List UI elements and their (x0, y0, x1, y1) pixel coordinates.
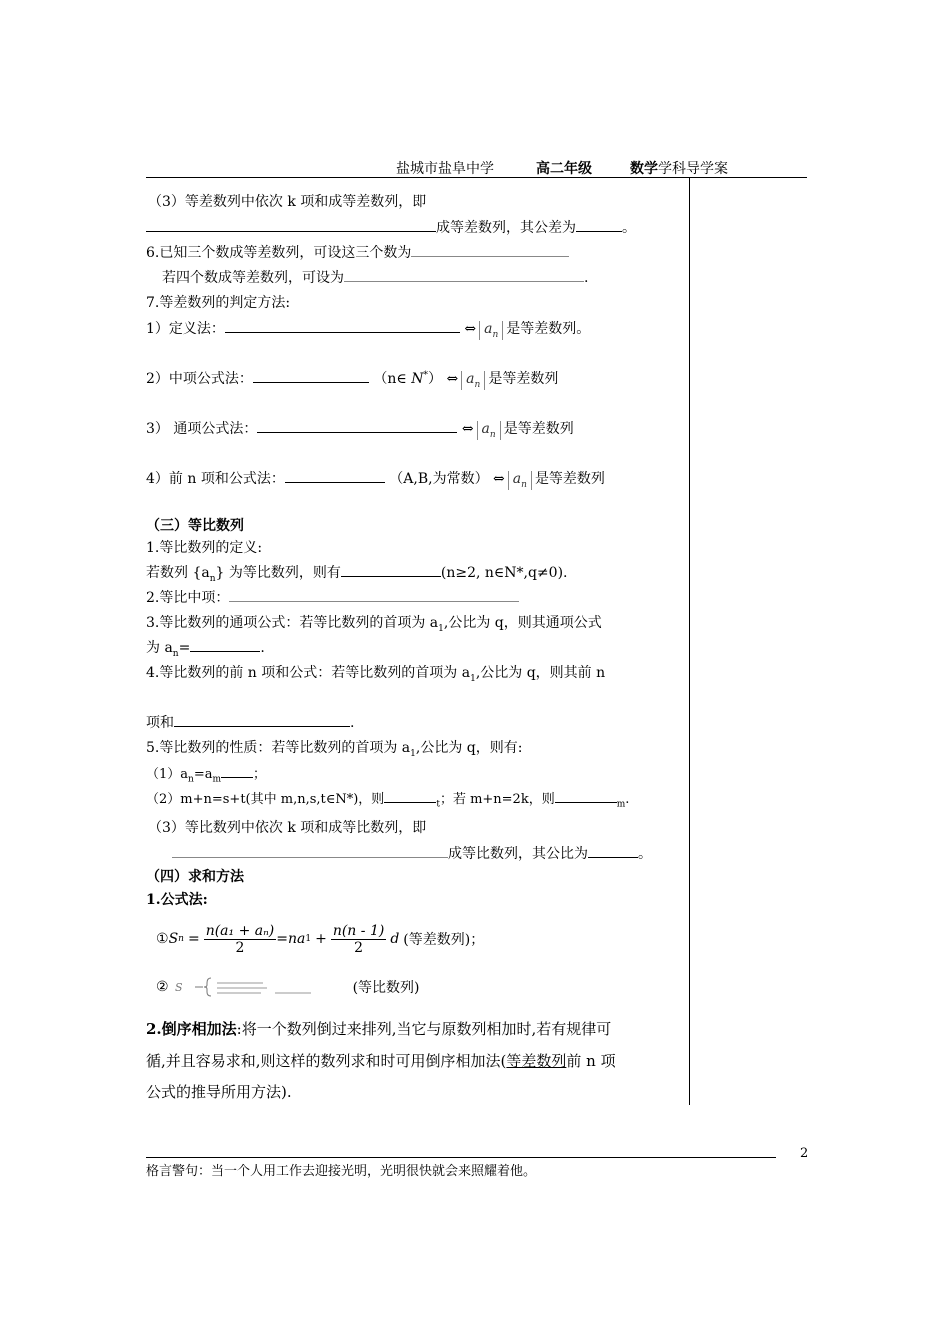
line-gp-mean: 2.等比中项： (146, 587, 519, 607)
header-rule (146, 177, 807, 178)
line-gp-general-term-blank: 为 $a_n=$ . (146, 637, 265, 659)
gp-sum-formula-image (171, 975, 351, 999)
line-gp-prop1: $(1)a_n=a_m$ ； (146, 763, 266, 785)
header-subject: 数学学科导学案 (630, 161, 728, 177)
line-gp-prop2: （2）m+n=s+t(其中 m,n,s,t∈N*)，则 $_t$；若 m+n=2k，则 $_m$. (146, 788, 629, 810)
line-reverse-add-method: 2.倒序相加法:将一个数列倒过来排列,当它与原数列相加时,若有规律可 (146, 1020, 612, 1038)
line-three-terms: 6.已知三个数成等差数列，可设这三个数为 (146, 242, 569, 262)
line-reverse-add-method-3: 公式的推导所用方法). (146, 1083, 292, 1101)
line-mid-method: 2）中项公式法： （n∈ N*） ⇔ $a_n$ 是等差数列 (146, 368, 558, 390)
column-rule (689, 178, 690, 1105)
line-gp-sum: 4.等比数列的前 n 项和公式：若等比数列的首项为 $a_1$,公比为 q，则其前 n (146, 665, 606, 684)
line-def-method: 1）定义法： ⇔ $a_n$ 是等差数列。 (146, 318, 590, 340)
line-ap-k-terms: （3）等差数列中依次 k 项和成等差数列，即 (148, 194, 427, 210)
section-geometric-title: （三）等比数列 (146, 518, 244, 534)
page-number: 2 (800, 1146, 809, 1161)
footer-rule (146, 1157, 776, 1158)
footer-motto: 格言警句：当一个人用工作去迎接光明，光明很快就会来照耀着他。 (146, 1164, 537, 1179)
section-sum-methods-title: （四）求和方法 (146, 869, 244, 885)
line-ap-k-terms-blank: 成等差数列，其公差为 。 (146, 217, 636, 237)
line-formula-method: 1.公式法: (146, 892, 208, 908)
line-sum-method: 4）前 n 项和公式法： （A,B,为常数） ⇔ $a_n$ 是等差数列 (146, 468, 605, 490)
line-gp-properties: 5.等比数列的性质：若等比数列的首项为 $a_1$,公比为 q，则有: (146, 740, 523, 759)
line-general-term-method: 3） 通项公式法： ⇔ $a_n$ 是等差数列 (146, 418, 574, 440)
line-gp-definition: 1.等比数列的定义: (146, 540, 263, 556)
header-grade: 高二年级 (536, 161, 592, 177)
line-gp-definition-formula: 若数列 $\{a_n\}$ 为等比数列，则有 (n≥2, n∈N*,q≠0). (146, 562, 567, 584)
line-gp-k-terms-blank: 成等比数列，其公比为 。 (172, 843, 652, 863)
page-header (146, 158, 806, 176)
formula-ap-sum: ① S n = $\frac{\text{n(a₁ + aₙ)}}{2}$ =na 1 + $\frac{n(n - 1)}{2}$ d (等差数列)； (156, 922, 485, 956)
line-four-terms: 若四个数成等差数列，可设为 . (162, 267, 588, 287)
formula-gp-sum: ② S (等比数列) (156, 975, 420, 999)
line-gp-general-term: 3.等比数列的通项公式：若等比数列的首项为 $a_1$,公比为 q，则其通项公式 (146, 615, 602, 634)
line-reverse-add-method-2: 循,并且容易求和,则这样的数列求和时可用倒序相加法(等差数列前 n 项 (146, 1052, 616, 1070)
line-gp-k-terms: （3）等比数列中依次 k 项和成等比数列，即 (148, 820, 427, 836)
line-judge-methods: 7.等差数列的判定方法: (146, 295, 291, 311)
header-school: 盐城市盐阜中学 (396, 161, 494, 177)
svg-text:S: S (174, 981, 183, 994)
line-gp-sum-blank: 项和 . (146, 712, 354, 732)
